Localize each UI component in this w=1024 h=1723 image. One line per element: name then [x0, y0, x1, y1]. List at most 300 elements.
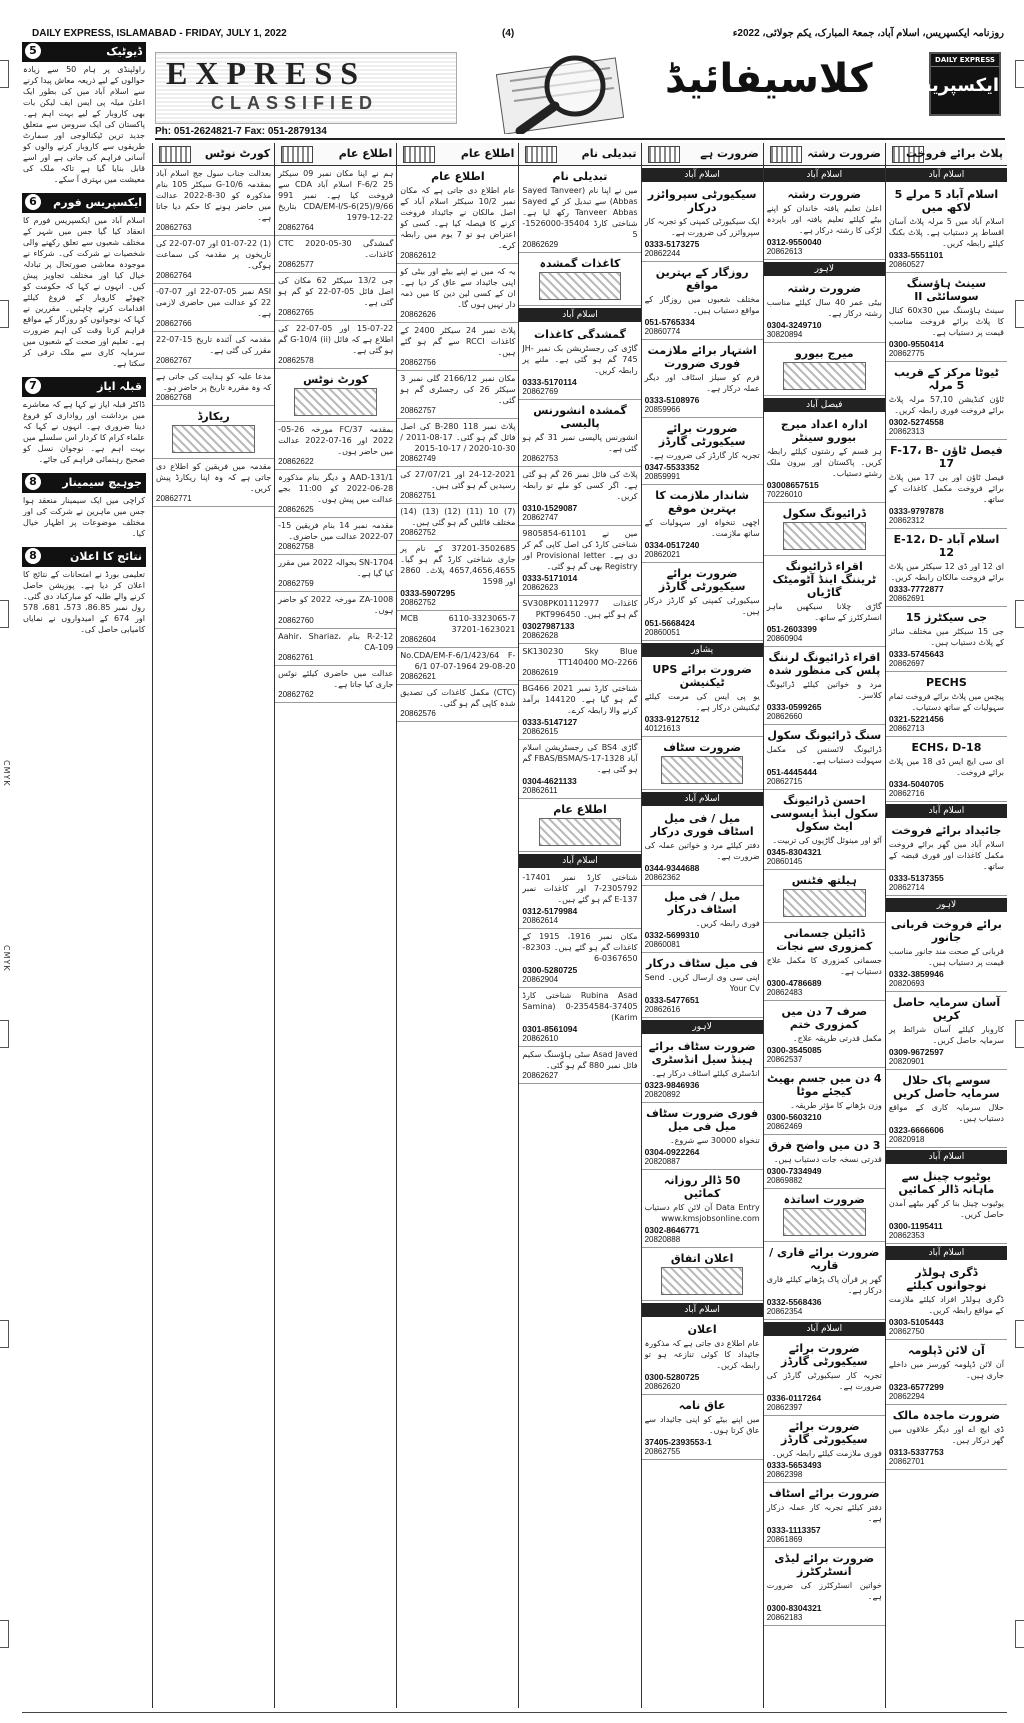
classified-ad: [275, 666, 396, 703]
ad-illustration: [539, 272, 622, 300]
ad-body: ای 12 اور ڈی 12 سیکٹر میں پلاٹ برائے فروخت مالکان رابطہ کریں۔: [888, 562, 1004, 582]
logo-urdu: ایکسپریس: [906, 75, 999, 96]
column-header: [642, 143, 763, 166]
category-icon: [525, 146, 557, 163]
ad-phone: 0323-9846936: [644, 1080, 700, 1090]
ad-phone: 0300-5280725: [522, 965, 578, 975]
ad-reference: 20862762: [278, 690, 314, 699]
ad-phone: 051-2603399: [766, 624, 817, 634]
classified-ad: [397, 371, 518, 419]
city-band: فیصل آباد: [764, 398, 885, 412]
ad-body: ہم نے اپنا مکان نمبر 09 سیکٹر 25 F-6/2 اسلام آباد CDA سے فروخت کیا ہے۔ نمبر 991 CDA/EM-I/S-6(25)/9/66 بتاریخ 22-12-1979: [278, 169, 394, 222]
ad-body: ڈگری ہولڈر افراد کیلئے ملازمت کے مواقع رابطہ کریں۔: [888, 1295, 1004, 1315]
classified-ad: [642, 1395, 763, 1460]
classified-ad: [519, 870, 640, 929]
column-header: [275, 143, 396, 166]
ad-body: 24-12-2021 اور 27/07/21 کی رسیدیں گم ہو گئی ہیں۔: [400, 470, 516, 490]
ad-phone: 03008657515: [766, 480, 819, 490]
ad-phone: 051-5765334: [644, 317, 695, 327]
ad-title: ڈگری ہولڈر نوجوانوں کیلئے: [906, 1266, 987, 1292]
classified-column-notice2: [274, 143, 396, 1708]
ad-reference: 20861869: [766, 1535, 803, 1544]
ad-body: عام اطلاع دی جاتی ہے کہ مذکورہ جائیداد کا کوئی تنازعہ ہو تو رابطہ کریں۔: [644, 1339, 760, 1370]
news-title: ایکسپریس فورم: [53, 196, 142, 209]
ad-reference: 20862612: [400, 251, 436, 260]
ad-title: 50 ڈالر روزانہ کمائیں: [663, 1174, 741, 1200]
ad-reference: 20820888: [644, 1235, 681, 1244]
express-logo: [906, 52, 1001, 116]
ad-reference: 20820887: [644, 1157, 681, 1166]
ad-reference: 20859966: [644, 405, 681, 414]
ad-phone: 0304-0922264: [644, 1147, 700, 1157]
ad-reference: 20862752: [400, 598, 436, 607]
ad-reference: 20862604: [400, 635, 436, 644]
ad-body: کاروبار کیلئے آسان شرائط پر سرمایہ حاصل کریں۔: [888, 1025, 1004, 1045]
ad-body: فرم کو سیلز اسٹاف اور دیگر عملہ درکار ہے۔: [644, 373, 760, 393]
ad-illustration: [783, 1208, 866, 1236]
ad-reference: 20862469: [766, 1122, 803, 1131]
classified-ad: [642, 1170, 763, 1248]
ad-body: دفتر کیلئے تجربہ کار عملہ درکار ہے۔: [766, 1503, 882, 1523]
ad-reference: 20862758: [278, 542, 314, 551]
ad-body: تجربہ کار سیکیورٹی گارڈز کی ضرورت ہے۔: [766, 1371, 882, 1391]
ad-title: ڈرائیونگ سکول: [782, 507, 866, 520]
ad-phone: 0347-5533352: [644, 462, 700, 472]
classified-ad: [642, 262, 763, 340]
classified-ad: [886, 1340, 1007, 1405]
ad-body: وزن بڑھانے کا مؤثر طریقہ۔: [790, 1101, 882, 1110]
ad-title: ضرورت سٹاف برائے ہینڈ سیل انڈسٹری: [648, 1040, 756, 1066]
ad-body: اچھی تنخواہ اور سہولیات کے ساتھ ملازمت۔: [644, 518, 760, 538]
ad-body: ڈی ایچ اے اور دیگر علاقوں میں گھر درکار ہیں۔: [888, 1425, 1004, 1445]
ad-body: میں نے اپنا نام (Sayed Tanveer Abbas) سے تبدیل کر کے Sayed Tanveer Abbas رکھ لیا ہے۔ شناختی کارڈ 35404-1526000-5: [522, 186, 638, 239]
city-band: اسلام آباد: [886, 1246, 1007, 1260]
ad-reference: 20820892: [644, 1090, 681, 1099]
ad-body: SK130230 Sky Blue TT140400 MO-2266: [522, 647, 638, 667]
ad-reference: 20862716: [888, 789, 925, 798]
classified-ad: [642, 563, 763, 641]
classified-ad: [642, 418, 763, 485]
header-date-english: DAILY EXPRESS, ISLAMABAD - FRIDAY, JULY 1, 2022: [32, 28, 287, 39]
ad-body: مقدمہ نمبر 14 بنام فریقین 15-07-2022 عدالت میں حاضری۔: [278, 521, 394, 541]
registration-mark: [0, 1020, 9, 1048]
ad-reference: 20862537: [766, 1055, 803, 1064]
classified-ad: [153, 406, 274, 459]
classified-ad: [519, 400, 640, 467]
ad-title: ضرورت رشتہ: [787, 188, 862, 201]
city-band: اسلام آباد: [519, 854, 640, 868]
ad-reference: 20862244: [644, 249, 681, 258]
ad-reference: 20862578: [278, 356, 314, 365]
news-text: ڈاکٹر قبلہ ایاز نے کہا ہے کہ معاشرے میں برداشت اور رواداری کو فروغ دینا ضروری ہے۔ انہوں نے کہا کہ علماء کرام کا کردار اس سلسلے میں بہت اہم ہے۔ نوجوان نسل کو صحیح رہنمائی فراہم کی جائے۔: [23, 400, 145, 464]
classified-ad: [764, 1416, 885, 1483]
classified-ad: [519, 596, 640, 644]
classified-ad: [519, 988, 640, 1047]
ad-reference: 20862629: [522, 240, 559, 249]
ad-reference: 20862613: [766, 247, 803, 256]
ad-body: پلاٹ کی فائل نمبر 26 گم ہو گئی ہے۔ اگر کسی کو ملے تو رابطہ کریں۔: [522, 470, 638, 501]
ad-title: گمشدگی کاغذات: [534, 328, 626, 341]
ad-reference: 20862622: [278, 457, 314, 466]
ad-title: ادارہ اعداد میرج بیورو سینٹر: [780, 418, 868, 444]
ad-reference: 20862759: [278, 579, 314, 588]
ad-title: اقراء ڈرائیونگ لرننگ پلس کی منظور شدہ: [768, 651, 881, 677]
registration-mark: [1015, 1620, 1024, 1648]
ad-title: برائے فروخت قربانی جانور: [890, 918, 1002, 944]
ad-body: مقدمہ میں فریقین کو اطلاع دی جاتی ہے کہ وہ اپنا ریکارڈ پیش کریں۔: [156, 462, 272, 493]
banner-title-line2: CLASSIFIED: [211, 93, 379, 113]
classified-ad: [886, 184, 1007, 273]
ad-body: مرد و خواتین کیلئے ڈرائیونگ کلاسز۔: [766, 680, 882, 700]
classified-ad: [275, 166, 396, 236]
ad-title: اقراء ڈرائیونگ ٹریننگ اینڈ آٹومیٹک گاڑیاں: [772, 560, 877, 599]
classified-column-proposal: [763, 143, 885, 1708]
ad-reference: 20820901: [888, 1057, 925, 1066]
ad-body: مختلف شعبوں میں روزگار کے مواقع دستیاب ہیں۔: [644, 295, 760, 315]
classified-column-court: [152, 143, 274, 1708]
ad-phone: 0300-1195411: [888, 1221, 943, 1231]
ad-body: جی 13/2 سیکٹر 62 مکان کی اصل فائل 05-07-22 کو گم ہو گئی ہے۔: [278, 276, 394, 307]
ad-title: 3 دن میں واضح فرق: [768, 1139, 881, 1152]
news-title: جوہیچ سیمینار: [62, 476, 142, 489]
ad-title: گمشدہ انشورنس پالیسی: [533, 404, 627, 430]
classified-ad: [519, 1047, 640, 1084]
ad-phone: 0333-5907295: [400, 588, 456, 598]
ad-reference: 20860774: [644, 327, 681, 336]
ad-reference: 20862611: [522, 786, 558, 795]
classified-ad: [886, 607, 1007, 672]
classified-ad: [886, 440, 1007, 529]
classified-ad: [642, 886, 763, 953]
ad-title: ضرورت برائے سیکیورٹی گارڈز: [658, 567, 746, 593]
ad-title: ریکارڈ: [197, 410, 230, 423]
news-title: ڈیوٹیک: [106, 45, 142, 58]
ad-title: احسن ڈرائیونگ سکول اینڈ ایسوسی ایٹ سکول: [770, 794, 879, 833]
ad-phone: 0345-8304321: [766, 847, 822, 857]
ad-body: آٹو اور مینوئل گاڑیوں کی تربیت۔: [772, 836, 882, 845]
ad-body: شناختی کارڈ نمبر 17401-2305792-7 اور کاغذات نمبر 137-E گم ہو گئے ہیں۔: [522, 873, 638, 904]
column-header-label: اطلاع عام: [338, 147, 393, 160]
classified-ad: [886, 672, 1007, 737]
city-band: اسلام آباد: [764, 168, 885, 182]
classified-ad: [153, 284, 274, 332]
classified-ad: [519, 324, 640, 400]
ad-reference: 20862397: [766, 1403, 803, 1412]
classified-ad: [642, 953, 763, 1018]
ad-reference: 20862660: [766, 712, 803, 721]
ad-phone: 0333-5137355: [888, 873, 944, 883]
banner-title-line1: EXPRESS: [166, 55, 367, 91]
classified-ad: [275, 236, 396, 273]
ad-body: گاڑی BS4 کی رجسٹریشن اسلام آباد 1328-FBAS/BSMA/S-17 گم ہو گئی ہے۔: [522, 743, 638, 774]
news-number: 8: [25, 474, 41, 490]
ad-phone: 0309-9672597: [888, 1047, 944, 1057]
ad-body: اعلیٰ تعلیم یافتہ خاندان کو اپنے بیٹے کیلئے تعلیم یافتہ اور باپردہ لڑکی کا رشتہ درکار ہے۔: [766, 204, 882, 235]
ad-body: Rubina Asad شناختی کارڈ 37405-2354584-0 (Samina Karim): [522, 991, 638, 1022]
ad-reference: 20862747: [522, 513, 559, 522]
ad-body: ای سی ایچ ایس ڈی 18 میں پلاٹ برائے فروخت۔: [888, 757, 1004, 777]
classified-ad: [764, 184, 885, 260]
ad-body: گاڑی چلانا سیکھیں ماہر انسٹرکٹرز کے ساتھ۔: [766, 602, 882, 622]
classified-ad: [153, 166, 274, 236]
ad-phone: 0332-5699310: [644, 930, 700, 940]
classified-ad: [764, 1483, 885, 1548]
ad-title: ضرورت برائے سیکیورٹی گارڈز: [780, 1342, 868, 1368]
ad-body: آن لائن ڈپلومہ کورسز میں داخلے جاری ہیں۔: [888, 1360, 1004, 1380]
classified-ad: [886, 273, 1007, 362]
classified-ad: [764, 278, 885, 343]
news-item: [22, 377, 146, 467]
ad-body: خواتین انسٹرکٹرز کی ضرورت ہے۔: [766, 1581, 882, 1601]
ad-reference: 20862313: [888, 427, 925, 436]
classified-ad: [275, 470, 396, 518]
column-header-label: پلاٹ برائے فروخت: [906, 147, 1003, 160]
ad-phone: 0300-9550414: [888, 339, 944, 349]
classified-ad: [397, 685, 518, 722]
contact-phone: Ph: 051-2624821-7 Fax: 051-2879134: [155, 126, 327, 137]
ad-title: اطلاع عام: [553, 803, 607, 816]
ad-body: 15-07-22 اور 05-07-22 کی اطلاع ہے کہ فائل (ii) G-10/4 گم ہو گئی ہے۔: [278, 324, 394, 355]
classified-ad: [519, 929, 640, 988]
news-column: [22, 42, 146, 1710]
ad-body: تنخواہ 30000 سے شروع۔: [669, 1136, 760, 1145]
ad-body: No.CDA/EM-F-6/1/423/64 F-6/1 07-07-1964 29-08-20: [400, 651, 516, 671]
classified-ad: [153, 369, 274, 406]
ad-body: مدعا علیہ کو ہدایت کی جاتی ہے کہ وہ مقررہ تاریخ پر حاضر ہو۔: [156, 372, 272, 392]
ad-phone: 0300-3545085: [766, 1045, 822, 1055]
city-band: لاہور: [764, 262, 885, 276]
ad-illustration: [661, 1267, 744, 1295]
news-number: 6: [25, 194, 41, 210]
ad-reference: 20862769: [522, 387, 559, 396]
ad-title: اسلام آباد E-12، D-12: [893, 533, 1000, 559]
classified-ad: [519, 681, 640, 740]
ad-reference: 20862764: [156, 271, 192, 280]
ad-title: جائیداد برائے فروخت: [891, 824, 1002, 837]
ad-title: سینٹ ہاؤسنگ سوسائٹی II: [906, 277, 987, 303]
ad-body: سیکیورٹی کمپنی کو گارڈز درکار ہیں۔: [644, 596, 760, 616]
ad-body: بمقدمہ 37/FC مورخہ 26-05-2022 اور 16-07-2022 عدالت میں حاضر ہوں۔: [278, 425, 394, 456]
ad-illustration: [661, 756, 744, 784]
ad-reference: 20862021: [644, 550, 681, 559]
ad-phone: 0301-8561094: [522, 1024, 578, 1034]
classified-ad: [519, 166, 640, 253]
classified-ad: [519, 740, 640, 799]
ad-title: فوری ضرورت سٹاف میل فی میل: [646, 1107, 759, 1133]
registration-mark: [1015, 60, 1024, 88]
classified-ad: [886, 992, 1007, 1070]
ad-phone: 0304-4621133: [522, 776, 577, 786]
ad-reference: 20862764: [278, 223, 314, 232]
news-heading: [22, 547, 146, 567]
classified-ad: [764, 1548, 885, 1626]
ad-reference: 20862619: [522, 668, 559, 677]
bottom-rule: [22, 1712, 1007, 1713]
ad-reference: 20862623: [522, 583, 559, 592]
news-item: [22, 42, 146, 187]
logo-label: DAILY EXPRESS: [931, 54, 999, 67]
ad-title: ضرورت ماجدہ مالک: [892, 1409, 1001, 1422]
ad-body: 12-R-2 بنام Aahir، Shariaz، CA-109: [278, 632, 394, 652]
ad-phone: 0333-5173275: [644, 239, 700, 249]
ad-reference: 20862576: [400, 709, 436, 718]
ad-reference: 30820894: [766, 330, 803, 339]
ad-reference: 20862616: [644, 1005, 681, 1014]
ad-title: اسلام آباد 5 مرلے 5 لاکھ میں: [894, 188, 999, 214]
ad-reference: 20862750: [888, 1327, 925, 1336]
news-item: [22, 547, 146, 637]
classified-ad: [642, 1036, 763, 1103]
ad-reference: 20862768: [156, 393, 192, 402]
ad-reference: 20862715: [766, 777, 803, 786]
classified-ad: [642, 485, 763, 563]
ad-reference: 20862183: [766, 1613, 803, 1622]
ad-title: عاق نامہ: [678, 1399, 726, 1412]
ad-title: PECHS: [926, 676, 967, 689]
ad-phone: 0333-5477651: [644, 995, 700, 1005]
city-band: اسلام آباد: [886, 1150, 1007, 1164]
ad-reference: 70226010: [766, 490, 803, 499]
classified-ad: [397, 611, 518, 648]
ad-phone: 0333-5171014: [522, 573, 578, 583]
news-heading: [22, 42, 146, 62]
ad-phone: 0333-1113357: [766, 1525, 821, 1535]
ad-reference: 20862621: [400, 672, 436, 681]
ad-phone: 0334-5040705: [888, 779, 944, 789]
column-header: [397, 143, 518, 166]
classified-ad: [642, 737, 763, 790]
ad-body: جی 15 سیکٹر میں مختلف سائز کے پلاٹ دستیاب ہیں۔: [888, 627, 1004, 647]
classified-ad: [275, 592, 396, 629]
ad-phone: 0333-9797878: [888, 506, 944, 516]
ad-reference: 20862756: [400, 358, 436, 367]
classified-ad: [397, 504, 518, 541]
classified-ad: [275, 555, 396, 592]
city-band: لاہور: [886, 898, 1007, 912]
ad-reference: 20862752: [400, 528, 436, 537]
ad-title: ECHS، D-18: [911, 741, 982, 754]
ad-phone: 0333-5551101: [888, 250, 944, 260]
ad-body: جسمانی کمزوری کا مکمل علاج دستیاب ہے۔: [766, 956, 882, 976]
classified-ad: [275, 629, 396, 666]
ad-illustration: [294, 388, 377, 416]
classified-ad: [764, 1338, 885, 1416]
classified-ad: [397, 264, 518, 323]
ad-title: روزگار کے بہترین مواقع: [655, 266, 749, 292]
cmyk-mark: CMYK: [2, 945, 11, 972]
ad-body: پلاٹ نمبر 118 B-280 کی اصل فائل گم ہو گئی۔ 17-08-2011 / 30-10-2020 / 17-10-2015: [400, 422, 516, 453]
classified-ad: [642, 1248, 763, 1301]
city-band: اسلام آباد: [886, 168, 1007, 182]
classified-ad: [275, 273, 396, 321]
classified-ad: [397, 648, 518, 685]
ad-body: گمشدگی 30-05-2020 CTC کاغذات۔: [278, 239, 394, 259]
ad-title: فی میل سٹاف درکار: [646, 957, 759, 970]
ad-title: ضرورت برائے سیکیورٹی گارڈز: [780, 1420, 868, 1446]
classified-ad: [764, 1135, 885, 1189]
classified-ad: [886, 529, 1007, 607]
ad-reference: 20862697: [888, 659, 925, 668]
classified-ad: [764, 725, 885, 790]
city-band: اسلام آباد: [642, 792, 763, 806]
ad-body: یہ کہ میں نے اپنے بیٹے اور بیٹی کو اپنی جائیداد سے عاق کر دیا ہے۔ ان کے کسی لین دین کا میں ذمہ دار نہیں ہوں گا۔: [400, 267, 516, 309]
registration-mark: [1015, 1020, 1024, 1048]
classified-ad: [764, 1068, 885, 1135]
ad-title: سیکیورٹی سپروائزر درکار: [647, 188, 757, 214]
ad-title: فیصل ٹاؤن F-17، B-17: [890, 444, 1003, 470]
ad-reference: 20860527: [888, 260, 925, 269]
ad-reference: 20862775: [888, 349, 925, 358]
classified-ad: [397, 166, 518, 264]
ad-reference: 20860081: [644, 940, 681, 949]
classified-ad: [886, 1070, 1007, 1148]
ad-body: شناختی کارڈ نمبر 2021 BG466 گم ہو گیا ہے۔ 144120 برآمد کرنے والا رابطہ کرے۔: [522, 684, 638, 715]
classified-ad: [764, 556, 885, 647]
city-band: اسلام آباد: [764, 1322, 885, 1336]
ad-body: حلال سرمایہ کاری کے مواقع دستیاب ہیں۔: [888, 1103, 1004, 1123]
classified-ad: [886, 1262, 1007, 1340]
column-header-label: تبدیلی نام: [581, 147, 637, 160]
ad-title: کورٹ نوٹس: [303, 373, 369, 386]
ad-title: تبدیلی نام: [552, 170, 608, 183]
ad-reference: 20862626: [400, 310, 436, 319]
ad-reference: 20862353: [888, 1231, 925, 1240]
ad-reference: 20860051: [644, 628, 681, 637]
category-icon: [159, 146, 191, 163]
ad-title: آسان سرمایہ حاصل کریں: [892, 996, 1001, 1022]
ad-reference: 20862766: [156, 319, 192, 328]
ad-body: میں نے 61101-9805854 شناختی کارڈ کی اصل کاپی گم کر دی ہے۔ Provisional letter اور Registry بھی گم ہو گئی۔: [522, 529, 638, 571]
ad-body: قربانی کے صحت مند جانور مناسب قیمت پر دستیاب ہیں۔: [888, 947, 1004, 967]
ad-title: آن لائن ڈپلومہ: [908, 1344, 985, 1357]
ad-title: شاندار ملازمت کا بہترین موقع: [655, 489, 749, 515]
ad-reference: 20862577: [278, 260, 314, 269]
ad-body: (7) 10 (11) (12) (13) (14) مختلف فائلیں گم ہو گئی ہیں۔: [400, 507, 516, 527]
ad-title: ضرورت اساتذہ: [783, 1193, 865, 1206]
registration-mark: [1015, 1320, 1024, 1348]
registration-mark: [1015, 600, 1024, 628]
classified-ad: [764, 1189, 885, 1242]
ad-phone: 0333-5170114: [522, 377, 577, 387]
ad-phone: 03027987133: [522, 621, 575, 631]
classified-ad: [642, 184, 763, 262]
column-header: [886, 143, 1007, 166]
classified-ad: [397, 467, 518, 504]
ad-phone: 0333-5147127: [522, 717, 578, 727]
ad-body: (1) 01-07-22 اور 07-07-22 کی تاریخوں پر مقدمہ کی سماعت ہوگی۔: [156, 239, 272, 270]
ad-reference: 20862610: [522, 1034, 559, 1043]
registration-mark: [0, 300, 9, 328]
column-header: [519, 143, 640, 166]
city-band: لاہور: [642, 1020, 763, 1034]
ad-title: سنگ ڈرائیونگ سکول: [767, 729, 882, 742]
ad-title: اعلان اتفاق: [670, 1252, 734, 1265]
classified-ad: [764, 343, 885, 396]
news-item: [22, 193, 146, 371]
ad-reference: 20862354: [766, 1307, 803, 1316]
ad-body: ٹاؤن کنڈیشن 57,10 مرلہ پلاٹ برائے فروخت فوری رابطہ کریں۔: [888, 395, 1004, 415]
ad-reference: 20862713: [888, 724, 925, 733]
category-icon: [281, 146, 313, 163]
ad-title: ضرورت برائے قاری / قاریہ: [769, 1246, 880, 1272]
ad-phone: 0312-5179984: [522, 906, 578, 916]
classified-ad: [397, 323, 518, 371]
masthead: [155, 46, 1005, 140]
classified-ad: [642, 659, 763, 737]
ad-body: عام اطلاع دی جاتی ہے کہ مکان نمبر 10/2 سیکٹر اسلام آباد کے اصل مالکان نے جائیداد فروخت کرنے کا فیصلہ کیا ہے۔ کسی کو اعتراض ہو تو 7 یوم میں رابطہ کرے۔: [400, 186, 516, 250]
ad-body: عدالت میں حاضری کیلئے نوٹس جاری کیا جاتا ہے۔: [278, 669, 394, 689]
ad-body: ایک سیکیورٹی کمپنی کو تجربہ کار سپروائزر کی ضرورت ہے۔: [644, 217, 760, 237]
